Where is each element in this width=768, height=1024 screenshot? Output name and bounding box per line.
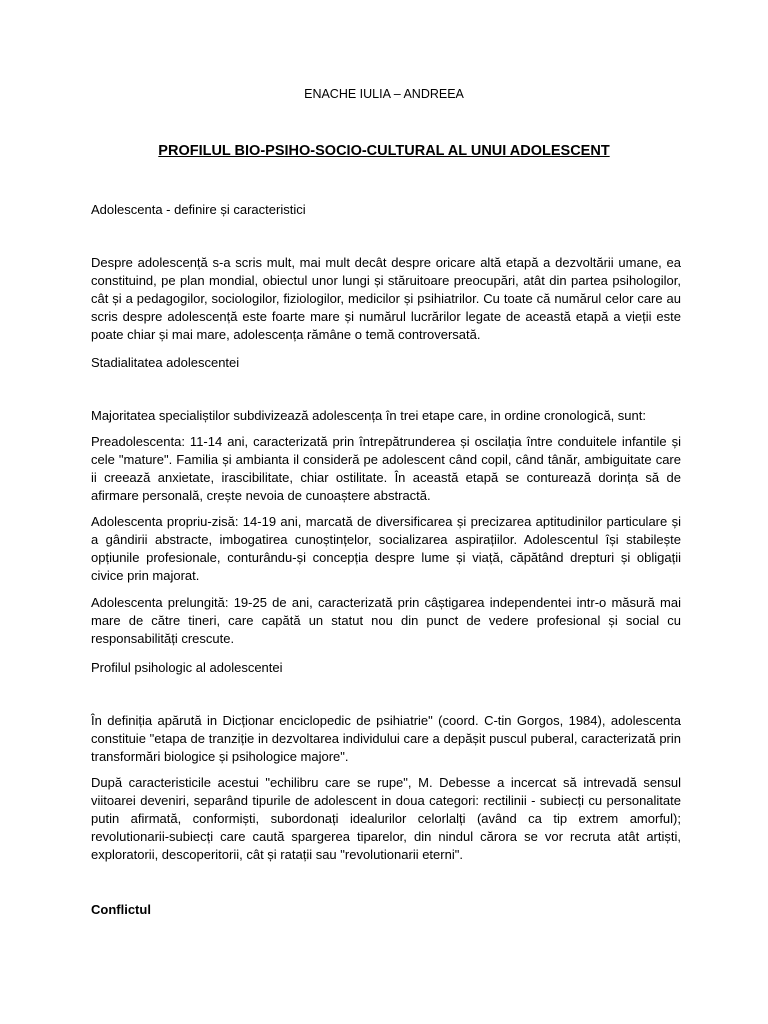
section-heading-stages: Stadialitatea adolescentei xyxy=(91,355,240,370)
paragraph-definition-dictionary: În definiția apărută in Dicționar enciclopedic de psihiatrie" (coord. C-tin Gorgos, 1984), adolescenta constituie "etapa de tranziție in dezvoltarea individului care a depășit puscul puberal, caracterizată prin transformări biologice și psihologice majore". xyxy=(91,713,681,764)
paragraph-preadolescence: Preadolescenta: 11-14 ani, caracterizată prin întrepătrunderea și oscilația între conduitele infantile și cele "mature". Familia și ambianta il consideră pe adolescent când copil, când tânăr, ambiguitate care ii creează anxietate, irascibilitate, chiar ostilitate. În această etapă se conturează dorința să de afirmare personală, crește nevoia de cunoaștere abstractă. xyxy=(91,434,681,503)
author-name: ENACHE IULIA – ANDREEA xyxy=(304,87,464,101)
paragraph-stages-intro: Majoritatea specialiștilor subdivizează adolescența în trei etape care, in ordine cronologică, sunt: xyxy=(91,408,646,423)
section-heading-psychological-profile: Profilul psihologic al adolescentei xyxy=(91,660,283,675)
paragraph-prolonged-adolescence: Adolescenta prelungită: 19-25 de ani, caracterizată prin câștigarea independentei intr-o măsură mai mare de către tineri, care capătă un statut nou din punct de vedere profesional și social cu responsabilități crescute. xyxy=(91,595,681,646)
paragraph-adolescence-proper: Adolescenta propriu-zisă: 14-19 ani, marcată de diversificarea și precizarea aptitudinilor particulare și a gândirii abstracte, imbogatirea cunoștințelor, socializarea aspirațiilor. Adolescentul își stabilește opțiunile profesionale, conturându-și concepția despre lume și viață, căpătând drepturi și obligații civice prin majorat. xyxy=(91,514,681,583)
section-heading-conflict: Conflictul xyxy=(91,902,151,917)
section-heading-definition: Adolescenta - definire și caracteristici xyxy=(91,202,306,217)
paragraph-debesse-types: După caracteristicile acestui "echilibru care se rupe", M. Debesse a incercat să intrevadă sensul viitoarei deveniri, separând tipurile de adolescent in doua categori: rectilinii - subiecți cu personalitate putin afirmată, conformiști, subordonați idealurilor celorlalți (având ca tip extrem amorful); revolutionarii-subiecți care caută spargerea tiparelor, din nindul cărora se vor recruta atât artiști, exploratorii, descoperitorii, cât și ratații sau "revolutionarii eterni". xyxy=(91,775,681,862)
document-title: PROFILUL BIO-PSIHO-SOCIO-CULTURAL AL UNUI ADOLESCENT xyxy=(158,143,610,159)
paragraph-definition: Despre adolescență s-a scris mult, mai mult decât despre oricare altă etapă a dezvoltării umane, ea constituind, pe plan mondial, obiectul unor lungi și stăruitoare preocupări, atât din partea psihologilor, cât și a pedagogilor, sociologilor, fiziologilor, medicilor și psihiatrilor. Cu toate că numărul celor care au scris despre adolescență este foarte mare și numărul lucrărilor legate de această etapă a vieții este poate chiar și mai mare, adolescența rămâne o temă controversată. xyxy=(91,255,681,342)
